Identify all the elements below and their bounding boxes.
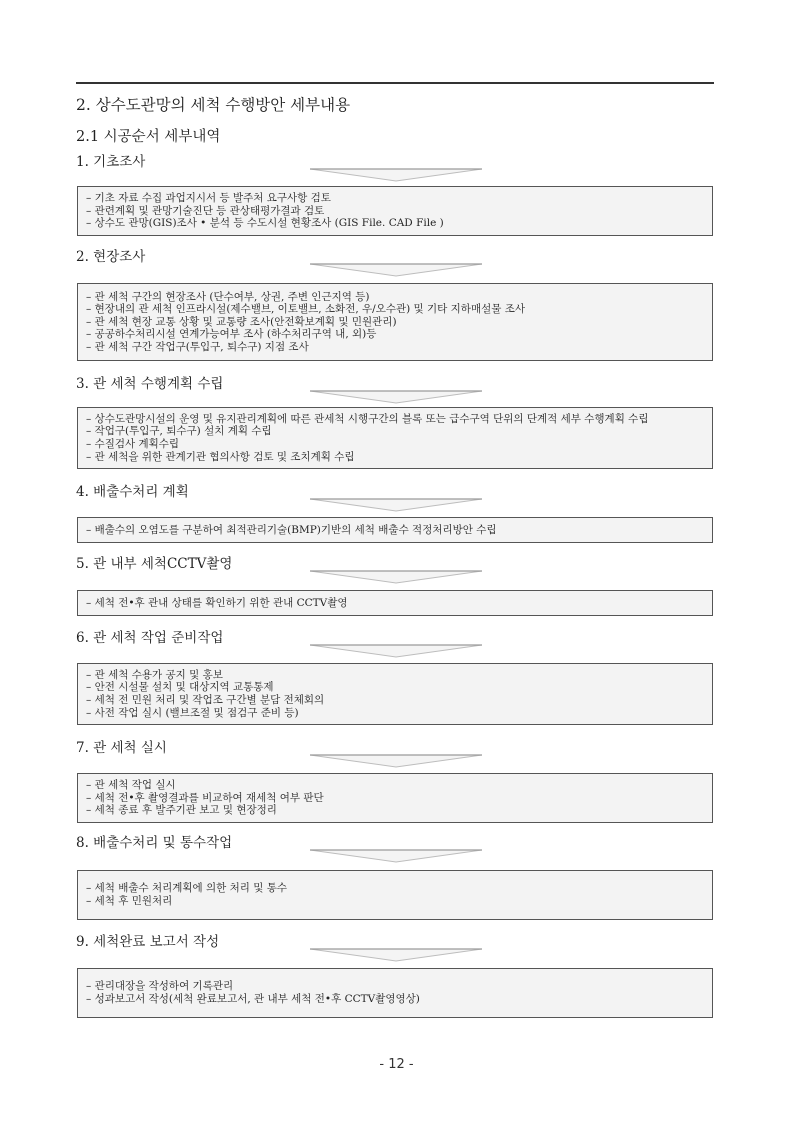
step-detail-item: – 관 세척 구간의 현장조사 (단수여부, 상권, 주변 인근지역 등) (86, 290, 370, 303)
step-detail-item: – 세척 전•후 촬영결과를 비교하여 재세척 여부 판단 (86, 791, 324, 804)
flow-arrow-icon (310, 498, 482, 512)
flow-arrow-icon (310, 849, 482, 863)
step-detail-item: – 성과보고서 작성(세척 완료보고서, 관 내부 세척 전•후 CCTV촬영영상) (86, 992, 420, 1005)
step-title: 3. 관 세척 수행계획 수립 (76, 376, 224, 392)
step-detail-box (77, 968, 713, 1018)
step-detail-box (77, 773, 713, 823)
step-detail-item: – 관 세척 현장 교통 상황 및 교통량 조사(안전확보계획 및 민원관리) (86, 315, 397, 328)
flow-arrow-icon (310, 570, 482, 584)
step-detail-box (77, 407, 713, 469)
step-detail-box (77, 870, 713, 920)
step-title: 6. 관 세척 작업 준비작업 (76, 630, 224, 646)
step-detail-item: – 세척 후 민원처리 (86, 894, 173, 907)
flow-arrow-icon (310, 754, 482, 768)
step-title: 5. 관 내부 세척CCTV촬영 (76, 556, 233, 572)
step-title: 7. 관 세척 실시 (76, 740, 167, 756)
step-detail-box (77, 517, 713, 543)
step-detail-item: – 상수도관망시설의 운영 및 유지관리계획에 따른 관세척 시행구간의 블록 또는 급수구역 단위의 단계적 세부 수행계획 수립 (86, 412, 649, 425)
step-detail-item: – 세척 종료 후 발주기관 보고 및 현장정리 (86, 804, 277, 817)
step-detail-item: – 관련계획 및 관망기술진단 등 관상태평가결과 검토 (86, 204, 325, 217)
step-detail-item: – 관 세척 수용가 공지 및 홍보 (86, 668, 223, 681)
section-title: 2. 상수도관망의 세척 수행방안 세부내용 (76, 96, 351, 114)
subsection-title: 2.1 시공순서 세부내역 (76, 129, 221, 145)
step-detail-item: – 세척 배출수 처리계획에 의한 처리 및 통수 (86, 882, 288, 895)
step-detail-item: – 관리대장을 작성하여 기록관리 (86, 980, 234, 993)
step-detail-box (77, 590, 713, 616)
step-detail-box (77, 283, 713, 361)
step-title: 1. 기초조사 (76, 154, 146, 170)
step-detail-box (77, 663, 713, 725)
step-detail-item: – 관 세척을 위한 관계기관 협의사항 검토 및 조치계획 수립 (86, 450, 355, 463)
flow-arrow-icon (310, 263, 482, 277)
step-detail-item: – 사전 작업 실시 (밸브조절 및 점검구 준비 등) (86, 706, 299, 719)
step-detail-item: – 수질검사 계획수립 (86, 437, 180, 450)
flow-arrow-icon (310, 390, 482, 404)
step-title: 4. 배출수처리 계획 (76, 484, 189, 500)
step-title: 9. 세척완료 보고서 작성 (76, 934, 220, 950)
page-number: - 12 - (379, 1057, 414, 1072)
step-detail-item: – 관 세척 구간 작업구(투입구, 퇴수구) 지점 조사 (86, 340, 309, 353)
step-detail-item: – 공공하수처리시설 연계가능여부 조사 (하수처리구역 내, 외)등 (86, 328, 377, 341)
step-detail-box (77, 186, 713, 236)
top-rule (76, 82, 714, 84)
step-title: 8. 배출수처리 및 통수작업 (76, 835, 233, 851)
step-detail-item: – 세척 전•후 관내 상태를 확인하기 위한 관내 CCTV촬영 (86, 596, 348, 609)
flow-arrow-icon (310, 948, 482, 962)
step-detail-item: – 관 세척 작업 실시 (86, 779, 176, 792)
step-detail-item: – 상수도 관망(GIS)조사 • 분석 등 수도시설 현황조사 (GIS File. CAD File ) (86, 217, 444, 230)
step-title: 2. 현장조사 (76, 249, 146, 265)
step-detail-item: – 기초 자료 수집 과업지시서 등 발주처 요구사항 검토 (86, 192, 331, 205)
step-detail-item: – 작업구(투입구, 퇴수구) 설치 계획 수립 (86, 425, 272, 438)
step-detail-item: – 안전 시설물 설치 및 대상지역 교통통제 (86, 681, 274, 694)
step-detail-item: – 배출수의 오염도를 구분하여 최적관리기술(BMP)기반의 세척 배출수 적정처리방안 수립 (86, 523, 497, 536)
flow-arrow-icon (310, 644, 482, 658)
flow-arrow-icon (310, 168, 482, 182)
step-detail-item: – 현장내의 관 세척 인프라시설(제수밸브, 이토밸브, 소화전, 우/오수관) 및 기타 지하매설물 조사 (86, 303, 525, 316)
step-detail-item: – 세척 전 민원 처리 및 작업조 구간별 분담 전체회의 (86, 693, 325, 706)
